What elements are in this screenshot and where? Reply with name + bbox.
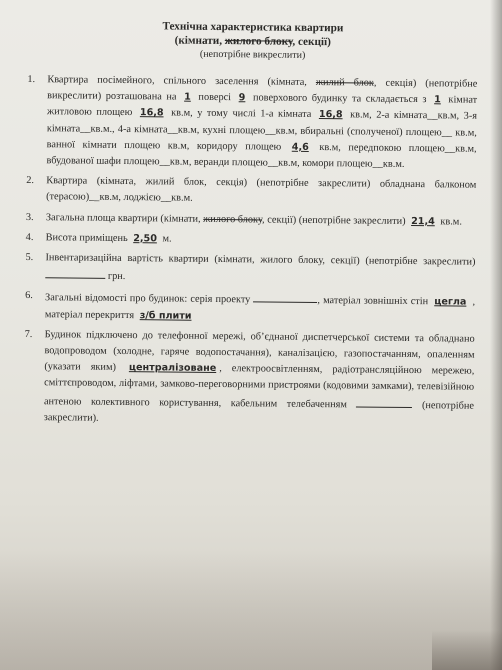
item-number: 3. xyxy=(25,211,34,223)
item-number: 6. xyxy=(25,290,33,302)
room1-area-value: 16,8 xyxy=(318,109,343,121)
item-text: Загальна площа квартири (кімнати, xyxy=(45,211,204,225)
project-series-blank xyxy=(253,291,317,304)
item-text: кв.м. xyxy=(440,215,462,228)
item-text: кв.м, 2-а кімната__кв.м, 3-я кімната__кв.м., 4-а кімната__кв.м, кухні площею__кв.м, вбиральні (сполученої) площею__ кв.м, ванної кімнати площею кв.м, коридору площею xyxy=(46,109,478,153)
floors-total-value: 9 xyxy=(238,92,246,104)
page-corner-shadow xyxy=(432,630,502,670)
subtitle-struck: жилого блоку xyxy=(224,35,293,48)
floor-value: 1 xyxy=(184,91,191,103)
living-area-value: 16,8 xyxy=(139,107,164,119)
total-area-value: 21,4 xyxy=(411,215,435,227)
document-title: Технічна характеристика квартири xyxy=(162,20,344,35)
ceiling-material-value: з/б плити xyxy=(139,309,192,322)
item-text: Квартира посімейного, спільного заселення (кімната, xyxy=(47,74,316,89)
item-text: , матеріал перекриття xyxy=(44,297,476,321)
item-1 xyxy=(26,72,477,174)
item-text: Загальні відомості про будинок: серія проекту xyxy=(45,292,251,306)
item-number: 2. xyxy=(26,175,35,187)
page-bottom-shadow xyxy=(0,550,502,670)
item-text: поверхового будинку та складається з xyxy=(252,92,427,106)
page-edge-shadow xyxy=(490,0,502,670)
item-number: 5. xyxy=(25,252,34,264)
subtitle-part: (кімнати, xyxy=(174,34,225,48)
heating-type-value: централізоване xyxy=(128,362,217,375)
item-text: Квартира (кімната, жилий блок, секція) (непотрібне закреслити) обладнана балконом (терасою)__кв.м, лоджією__кв.м. xyxy=(46,175,477,205)
struck-text: жилий блок xyxy=(315,77,375,89)
item-text: , секції) (непотрібне закреслити) xyxy=(262,214,406,227)
item-5 xyxy=(25,250,475,289)
item-text: Висота приміщень xyxy=(45,232,128,244)
rooms-value: 1 xyxy=(434,94,441,106)
item-6 xyxy=(25,288,475,327)
item-number: 1. xyxy=(27,73,36,86)
item-text: м. xyxy=(162,233,172,245)
item-text: Інвентаризаційна вартість квартири (кімнати, жилого блоку, секції) (непотрібне закреслити) xyxy=(45,252,476,268)
value-blank xyxy=(45,266,105,279)
item-text: , секція) (непотрібне викреслити) розташована на xyxy=(47,77,478,103)
item-text: кв.м, у тому числі 1-а кімната xyxy=(171,107,312,121)
item-text: , матеріал зовнішніх стін xyxy=(317,295,429,308)
item-text: поверсі xyxy=(198,91,232,104)
document-body xyxy=(24,18,478,435)
item-4 xyxy=(26,230,476,251)
item-text: електроосвітленням, радіотрансляційною мережею, сміттєпроводом, ліфтами, замково-переговорними пристроями (кодовими замками), телевізійною антеною колективного користування, кабельним телебаченням xyxy=(43,363,475,411)
height-value: 2,50 xyxy=(133,232,157,245)
item-number: 7. xyxy=(24,328,33,340)
item-text: кімнат житловою площею xyxy=(46,94,478,119)
subtitle-part: , секції) xyxy=(292,35,331,49)
item-3 xyxy=(26,210,476,231)
struck-text: жилого блоку xyxy=(203,213,263,226)
item-2 xyxy=(26,173,476,210)
corridor-area-value: 4,6 xyxy=(291,141,309,153)
value-blank xyxy=(356,395,412,408)
item-text: (непотрібне закреслити). xyxy=(43,399,475,424)
item-number: 4. xyxy=(25,231,34,243)
item-text: Будинок підключено до телефонної мережі, об’єднаної диспетчерської системи та обладнано водопроводом (холодне, гаряче водопостачання), каналізацією, газопостачанням, опаленням (указати яким) xyxy=(44,329,475,374)
item-text: кв.м, передпокою площею__кв.м, вбудованої шафи площею__кв.м, веранди площею__кв.м, комори площею__кв.м. xyxy=(46,141,477,170)
subtitle-note: (непотрібне викреслити) xyxy=(199,48,306,61)
walls-material-value: цегла xyxy=(434,296,467,309)
item-text: грн. xyxy=(107,271,126,283)
item-7: 7. Будинок підключено до телефонної мережі, об’єднаної диспетчерської системи та обладнано водопроводом (холодне, гаряче водопостачання), каналізацією, газопостачанням, опаленням (указати яким) централізоване , електроосвітленням, радіотрансляційною мережею, сміттєпроводом, ліфтами, замково-переговорними пристроями (кодовими замками), телевізійною антеною колективного користування, кабельним телебаченням (непотрібне закреслити). xyxy=(24,328,475,424)
